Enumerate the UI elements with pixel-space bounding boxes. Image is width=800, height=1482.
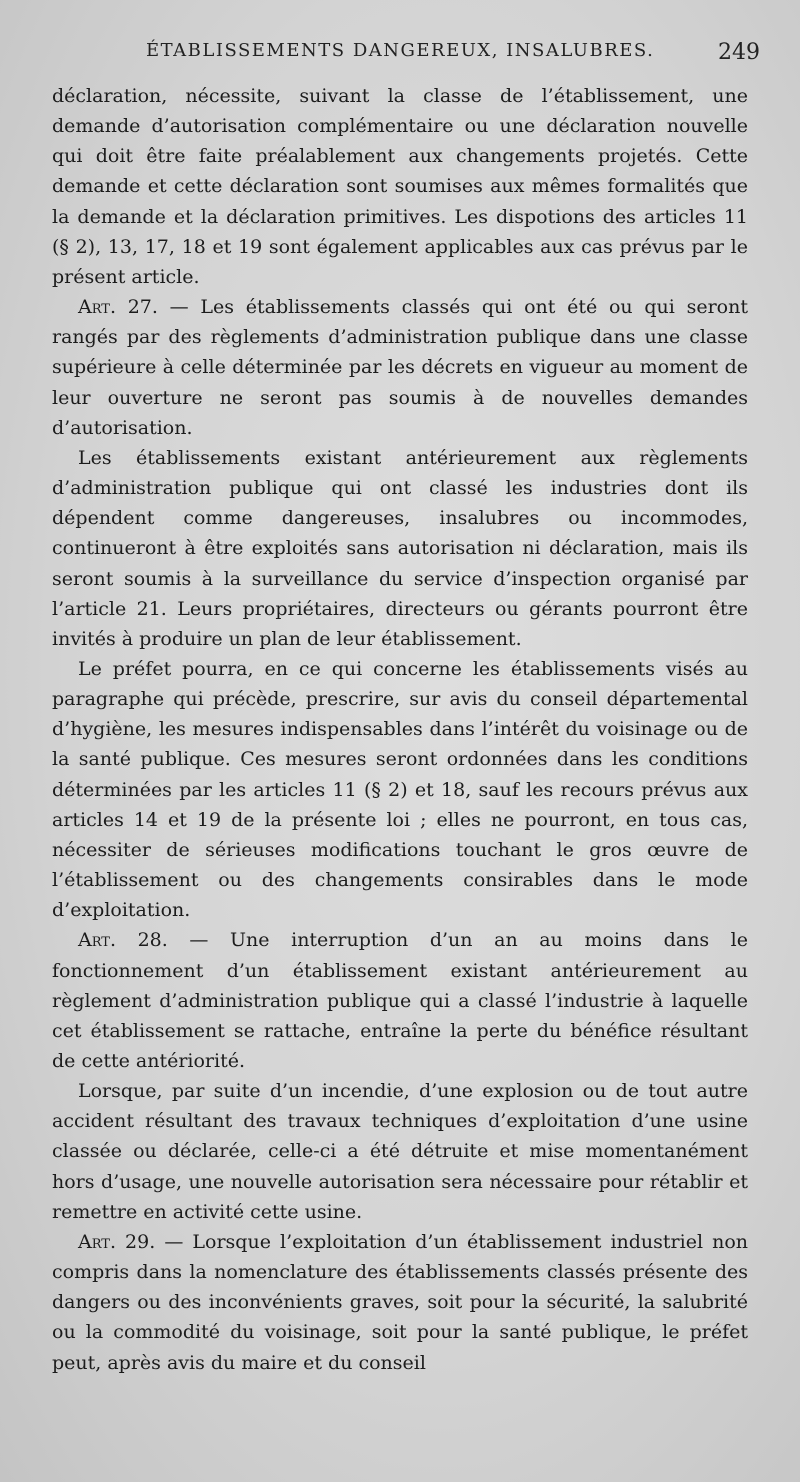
article-label: Art. 28. <box>78 929 168 952</box>
paragraph <box>52 654 748 925</box>
paragraph <box>52 1076 748 1227</box>
paragraph-text: — Une interruption d’un an au moins dans le fonctionnement d’un établissement existant antérieurement au règlement d’administration publique qui a classé l’industrie à laquelle cet établissement se rattache, entraîne la perte du bénéfice résultant de cette antériorité. <box>52 929 748 1072</box>
page-header <box>146 40 770 70</box>
body-text <box>52 81 748 1378</box>
paragraph-article-27 <box>52 292 748 443</box>
paragraph-text: — Lorsque l’exploitation d’un établissement industriel non compris dans la nomenclature des établissements classés présente des dangers ou des inconvénients graves, soit pour la sécurité, la salubrité ou la commodité du voisinage, soit pour la santé publique, le préfet peut, après avis du maire et du conseil <box>52 1230 749 1374</box>
paragraph <box>52 81 748 292</box>
paragraph-text: déclaration, nécessite, suivant la classe de l’établissement, une demande d’autorisation complémentaire ou une déclaration nouvelle qui doit être faite préalablement aux changements projetés. Cette demande et cette déclaration sont soumises aux mêmes formalités que la demande et la déclaration primitives. Les dispotions des articles 11 (§ 2), 13, 17, 18 et 19 sont également applicables aux cas prévus par le présent article. <box>52 85 748 288</box>
paragraph-text: Lorsque, par suite d’un incendie, d’une explosion ou de tout autre accident résultant des travaux techniques d’exploitation d’une usine classée ou déclarée, celle-ci a été détruite et mise momentanément hors d’usage, une nouvelle autorisation sera nécessaire pour rétablir et remettre en activité cette usine. <box>52 1080 748 1223</box>
page-number: 249 <box>718 40 760 65</box>
running-title: ÉTABLISSEMENTS DANGEREUX, INSALUBRES. <box>146 40 655 61</box>
article-label: Art. 27. <box>78 296 158 319</box>
paragraph-text: — Les établissements classés qui ont été ou qui seront rangés par des règlements d’administration publique dans une classe supérieure à celle déterminée par les décrets en vigueur au moment de leur ouverture ne seront pas soumis à de nouvelles demandes d’autorisation. <box>52 296 748 439</box>
article-label: Art. 29. <box>78 1230 156 1253</box>
paragraph-text: Les établissements existant antérieurement aux règlements d’administration publique qui ont classé les industries dont ils dépendent comme dangereuses, insalubres ou incommodes, continueront à être exploités sans autorisation ni déclaration, mais ils seront soumis à la surveillance du service d’inspection organisé par l’article 21. Leurs propriétaires, directeurs ou gérants pourront être invités à produire un plan de leur établissement. <box>52 446 748 650</box>
paragraph-article-28 <box>52 925 748 1076</box>
paragraph <box>52 443 748 654</box>
paragraph-article-29 <box>52 1227 748 1378</box>
paragraph-text: Le préfet pourra, en ce qui concerne les établissements visés au paragraphe qui précède, prescrire, sur avis du conseil départemental d’hygiène, les mesures indispensables dans l’intérêt du voisinage ou de la santé publique. Ces mesures seront ordonnées dans les conditions déterminées par les articles 11 (§ 2) et 18, sauf les recours prévus aux articles 14 et 19 de la présente loi ; elles ne pourront, en tous cas, nécessiter de sérieuses modifications touchant le gros œuvre de l’établissement ou des changements consirables dans le mode d’exploitation. <box>52 657 748 922</box>
